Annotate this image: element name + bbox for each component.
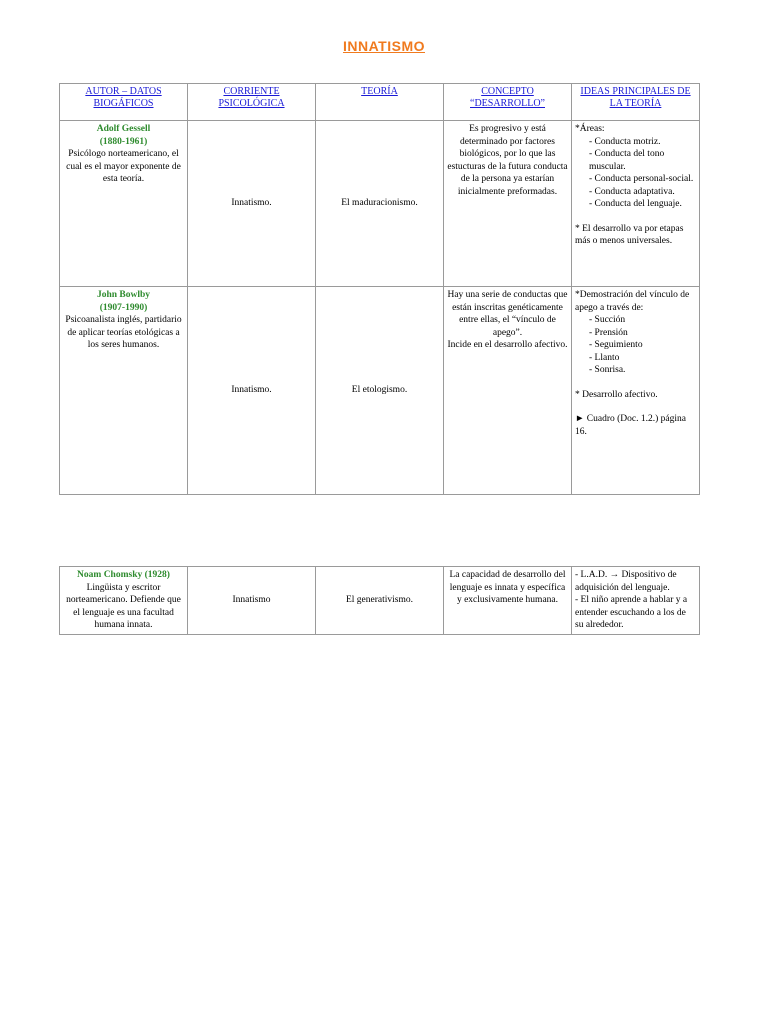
idea-line: * El desarrollo va por etapas más o menos universales. [575,223,684,246]
ideas-cell [572,287,700,495]
chomsky-table [59,566,700,635]
idea-line: - Succión [589,315,626,325]
idea-line: - Seguimiento [589,340,643,350]
idea-line: - Conducta motriz. [589,136,661,147]
author-years: (1907-1990) [99,302,148,313]
ideas-cell [572,121,700,287]
author-cell [60,287,188,495]
idea-line: - El niño aprende a hablar y a entender escuchando a los de su alrededor. [575,595,688,630]
concepto-cell: Es progresivo y está determinado por factores biológicos, por lo que las estucturas de la futura conducta de la persona ya estarían inicialmente preformadas. [444,121,572,287]
author-years: (1880-1961) [99,136,148,147]
header-teoria: TEORÍA [316,84,444,121]
corriente-cell: Innatismo [188,567,316,635]
idea-line: *Áreas: [575,124,605,134]
table-row [60,567,700,635]
author-bio: Psicoanalista inglés, partidario de aplicar teorías etológicas a los seres humanos. [65,315,182,350]
teoria-cell: El maduracionismo. [316,121,444,287]
idea-line: - Conducta personal-social. [589,174,694,184]
table-row [60,121,700,287]
innatismo-table [59,83,700,495]
idea-line: - Conducta del tono muscular. [589,149,665,172]
idea-line: - Llanto [589,352,620,363]
author-cell [60,121,188,287]
header-autor: AUTOR – DATOS BIOGÁFICOS [60,84,188,121]
idea-line: - Sonrisa. [589,365,626,375]
idea-line: - Conducta del lenguaje. [589,199,682,209]
concepto-cell: La capacidad de desarrollo del lenguaje es innata y específica y exclusivamente humana. [444,567,572,635]
teoria-cell: El etologismo. [316,287,444,495]
author-bio: Psicólogo norteamericano, el cual es el mayor exponente de esta teoría. [66,149,181,184]
header-corriente: CORRIENTE PSICOLÓGICA [188,84,316,121]
author-cell [60,567,188,635]
concepto-text-2: Incide en el desarrollo afectivo. [447,340,568,350]
author-name: Adolf Gessell [96,124,151,134]
idea-line: - Prensión [589,327,628,338]
idea-line: ► Cuadro (Doc. 1.2.) página 16. [575,414,686,437]
concepto-cell [444,287,572,495]
table-header-row [60,84,700,121]
corriente-cell: Innatismo. [188,121,316,287]
spacer [575,401,696,413]
concepto-text: Hay una serie de conductas que están inscritas genéticamente entre ellas, el “vínculo de apego”. [447,290,568,338]
ideas-cell [572,567,700,635]
idea-line: *Demostración del vínculo de apego a través de: [575,290,690,313]
header-ideas: IDEAS PRINCIPALES DE LA TEORÍA [572,84,700,121]
table-row [60,287,700,495]
idea-line: * Desarrollo afectivo. [575,389,658,400]
spacer [575,377,696,389]
header-concepto: CONCEPTO “DESARROLLO” [444,84,572,121]
idea-line: - L.A.D. → Dispositivo de adquisición del lenguaje. [575,570,677,593]
spacer [575,211,696,223]
page-title: INNATISMO [342,38,425,54]
author-name: John Bowlby [96,290,151,300]
teoria-cell: El generativismo. [316,567,444,635]
author-name: Noam Chomsky (1928) [77,570,170,580]
idea-line: - Conducta adaptativa. [589,186,675,197]
corriente-cell: Innatismo. [188,287,316,495]
author-bio: Lingüista y escritor norteamericano. Defiende que el lenguaje es una facultad humana innata. [66,582,181,630]
